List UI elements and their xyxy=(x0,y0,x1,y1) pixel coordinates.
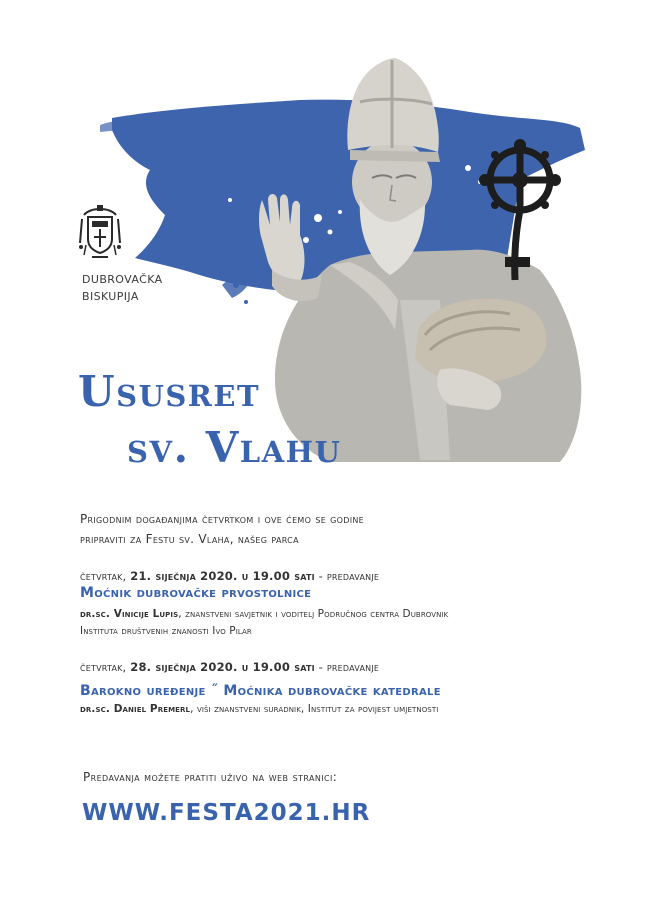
event-1-speaker-line2: Instituta društvenih znanosti Ivo Pilar xyxy=(80,625,252,637)
event-day: četvrtak, xyxy=(80,660,127,674)
event-speaker-role: , viši znanstveni suradnik, Institut za povijest umjetnosti xyxy=(190,703,439,715)
intro-line1: Prigodnim događanjima četvrtkom i ove ćemo se godine xyxy=(80,512,365,526)
event-day: četvrtak, xyxy=(80,569,127,583)
event-1-title: Moćnik dubrovačke prvostolnice xyxy=(80,585,312,601)
event-2-speaker-line1 xyxy=(80,703,438,715)
intro-line2: pripraviti za Festu sv. Vlaha, našeg parca xyxy=(80,532,299,546)
event-2-title: Barokno uređenje ˝ Moćnika dubrovačke katedrale xyxy=(80,683,441,699)
page-title-line1: Ususret xyxy=(78,367,261,416)
event-speaker-name: dr.sc. Daniel Premerl xyxy=(80,703,191,715)
organization-name-line1: DUBROVAČKA xyxy=(82,273,163,286)
follow-live-text: Predavanja možete pratiti uživo na web stranici: xyxy=(83,770,338,784)
website-link[interactable]: WWW.FESTA2021.HR xyxy=(82,800,371,826)
event-datetime: 28. siječnja 2020. u 19.00 sati xyxy=(130,660,315,674)
page-title-line2: sv. Vlahu xyxy=(127,423,342,472)
event-type: - predavanje xyxy=(318,660,380,674)
event-speaker-name: dr.sc. Vinicije Lupis xyxy=(80,608,179,620)
organization-name-line2: BISKUPIJA xyxy=(82,290,139,303)
event-2-header xyxy=(80,660,379,674)
event-speaker-role: , znanstveni savjetnik i voditelj Područnog centra Dubrovnik xyxy=(178,608,449,620)
event-1-speaker-line1 xyxy=(80,608,448,620)
diocese-coat-of-arms-icon xyxy=(78,203,122,261)
event-datetime: 21. siječnja 2020. u 19.00 sati xyxy=(130,569,315,583)
event-1-header xyxy=(80,569,379,583)
event-type: - predavanje xyxy=(318,569,380,583)
